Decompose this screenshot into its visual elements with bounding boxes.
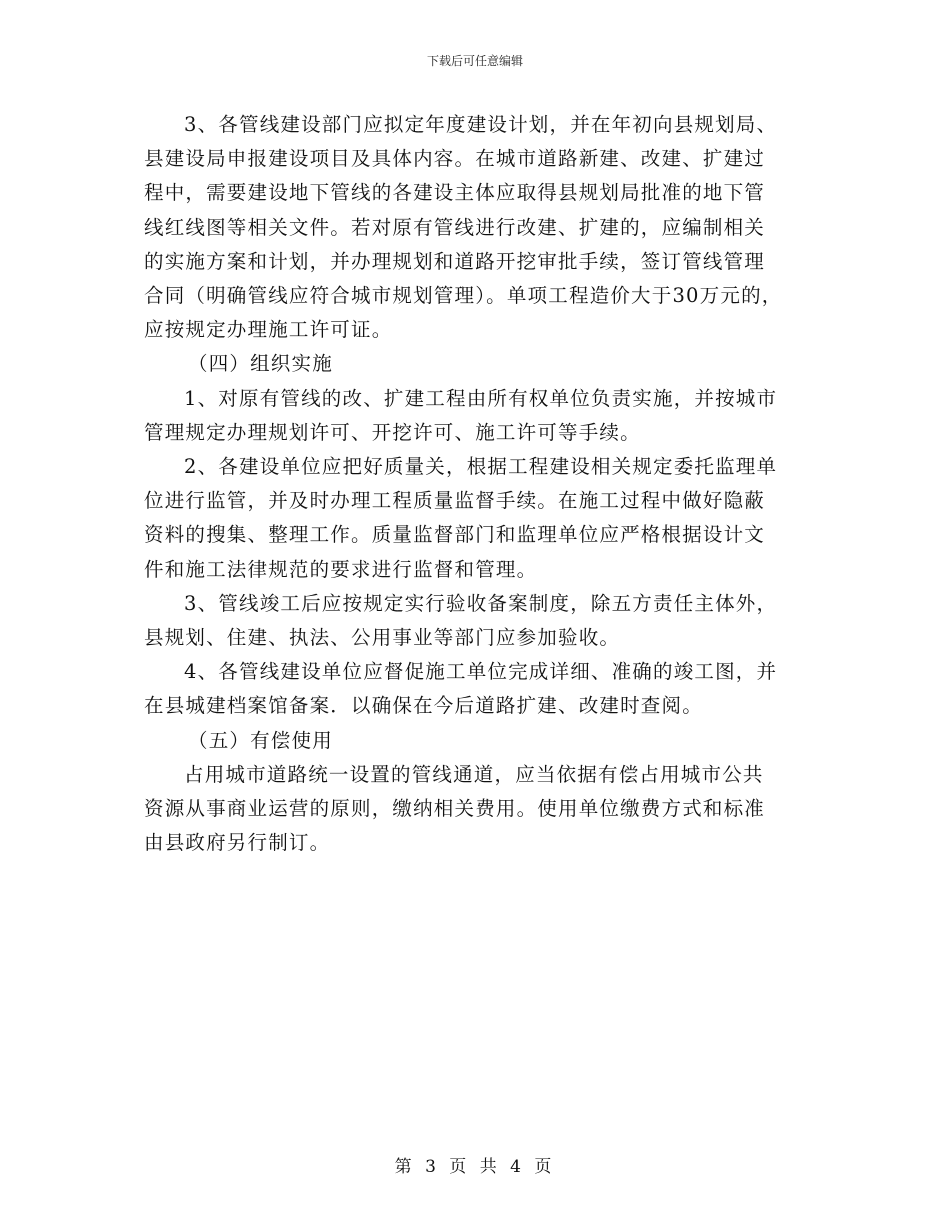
text-line: 资源从事商业运营的原则，缴纳相关费用。使用单位缴费方式和标准 <box>144 797 766 821</box>
paragraph-paid-use <box>144 758 816 861</box>
text-line: 3、各管线建设部门应拟定年度建设计划，并在年初向县规划局、 <box>184 113 778 136</box>
text-line: 合同（明确管线应符合城市规划管理）。单项工程造价大于30万元的， <box>144 284 783 308</box>
section-heading-organize <box>144 347 816 381</box>
page-header: 下载后可任意编辑 <box>426 54 523 68</box>
paragraph-pipeline-plan <box>144 108 816 347</box>
text-line: 4、各管线建设单位应督促施工单位完成详细、准确的竣工图，并 <box>184 660 778 684</box>
section-heading-paid-use <box>144 724 816 758</box>
paragraph-item-3 <box>144 587 816 655</box>
text-line: 位进行监管，并及时办理工程质量监督手续。在施工过程中做好隐蔽 <box>144 489 766 513</box>
section-heading: （五）有偿使用 <box>188 728 333 752</box>
text-line: 县规划、住建、执法、公用事业等部门应参加验收。 <box>144 626 621 650</box>
paragraph-item-1 <box>144 382 816 450</box>
text-line: 2、各建设单位应把好质量关，根据工程建设相关规定委托监理单 <box>184 455 778 479</box>
text-line: 线红线图等相关文件。若对原有管线进行改建、扩建的，应编制相关 <box>144 215 766 239</box>
text-line: 程中，需要建设地下管线的各建设主体应取得县规划局批准的地下管 <box>144 181 766 205</box>
text-line: 3、管线竣工后应按规定实行验收备案制度，除五方责任主体外， <box>184 591 778 615</box>
text-line: 管理规定办理规划许可、开挖许可、施工许可等手续。 <box>144 420 641 444</box>
paragraph-item-4 <box>144 655 816 723</box>
text-line: 由县政府另行制订。 <box>144 831 331 855</box>
text-line: 占用城市道路统一设置的管线通道，应当依据有偿占用城市公共 <box>184 762 764 786</box>
page-number-footer: 第 3 页 共 4 页 <box>394 1157 556 1177</box>
text-line: 的实施方案和计划，并办理规划和道路开挖审批手续，签订管线管理 <box>144 249 766 273</box>
paragraph-item-2 <box>144 450 816 587</box>
text-line: 县建设局申报建设项目及具体内容。在城市道路新建、改建、扩建过 <box>144 147 766 171</box>
section-heading: （四）组织实施 <box>188 352 333 376</box>
document-body <box>144 108 816 860</box>
text-line: 应按规定办理施工许可证。 <box>144 318 393 342</box>
text-line: 件和施工法律规范的要求进行监督和管理。 <box>144 557 538 581</box>
text-line: 1、对原有管线的改、扩建工程由所有权单位负责实施，并按城市 <box>184 386 778 410</box>
text-line: 资料的搜集、整理工作。质量监督部门和监理单位应严格根据设计文 <box>144 523 766 547</box>
text-line: 在县城建档案馆备案．以确保在今后道路扩建、改建时查阅。 <box>144 694 703 718</box>
